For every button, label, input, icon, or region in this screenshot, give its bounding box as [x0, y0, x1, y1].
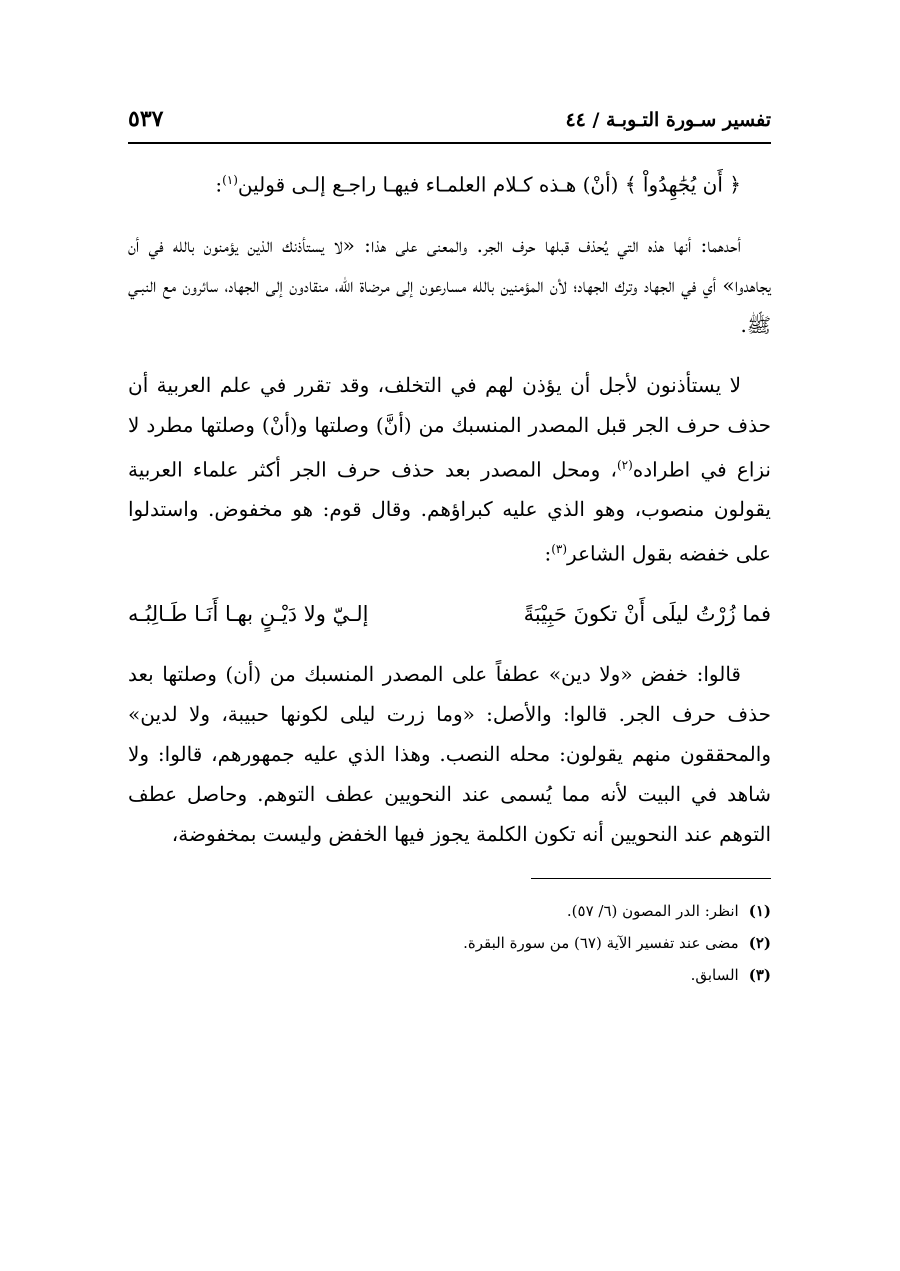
footnote-ref[interactable]: (١) — [222, 173, 238, 187]
quran-verse: ﴿ أَن يُجَٰهِدُواْ ﴾ — [624, 172, 741, 197]
paragraph-1: أحدهما: أنها هذه التي يُحذف قبلها حرف الجر. والمعنى على هذا: «لا يستأذنك الذين يؤمنون بالله في أن يجاهدوا» أي في الجهاد وترك الجهاد؛ لأن المؤمنين بالله مسارعون إلى مرضاة الله، منقادون إلى الجهاد، سائرون مع النبـي ﷺ. — [128, 232, 771, 337]
footnotes — [128, 895, 771, 991]
page — [128, 106, 771, 991]
page-number: ٥٣٧ — [128, 106, 164, 132]
para2-part1: لا يستأذنون لأجل أن يؤذن لهم في التخلف، وقد تقرر في علم العربية أن حذف حرف الجر قبل المصدر المنسبك من (أنَّ) وصلتها و(أنْ) وصلتها مطرد لا نزاع في اطراده — [128, 372, 771, 482]
intro-paragraph — [128, 160, 771, 205]
footnote-number: (٢) — [748, 933, 771, 952]
footnote-ref[interactable]: (٣) — [551, 542, 568, 557]
footnote-text: انظر: الدر المصون (٦/ ٥٧). — [566, 901, 739, 920]
footnote-number: (١) — [748, 901, 771, 920]
footnote-item — [128, 927, 771, 959]
footnote-item — [128, 895, 771, 927]
poem-hemistich-1: فما زُرْتُ ليلَى أَنْ تكونَ حَبِيْبَةً — [523, 601, 771, 626]
footnote-text: مضى عند تفسير الآية (٦٧) من سورة البقرة. — [463, 933, 739, 952]
footnote-number: (٣) — [748, 965, 771, 984]
para2-part2: ، ومحل المصدر بعد حذف حرف الجر أكثر علماء العربية يقولون منصوب، وهو الذي عليه كبراؤهم. وقال قوم: هو مخفوض. واستدلوا على خفضه بقول الشاعر — [128, 457, 771, 566]
poem-hemistich-2: إلـيّ ولا دَيْـنٍ بهـا أَنَـا طَـالِبُـه — [128, 601, 369, 626]
paragraph-2 — [128, 365, 771, 574]
paragraph-3: قالوا: خفض «ولا دين» عطفاً على المصدر المنسبك من (أن) وصلتها بعد حذف حرف الجر. قالوا: والأصل: «وما زرت ليلى لكونها حبيبة، ولا لدين» والمحققون منهم يقولون: محله النصب. وهذا الذي عليه جمهورهم، قالوا: ولا شاهد في البيت لأنه مما يُسمى عند النحويين عطف التوهم. وحاصل عطف التوهم عند النحويين أنه تكون الكلمة يجوز فيها الخفض وليست بمخفوضة، — [128, 661, 771, 846]
poem-verse — [128, 594, 771, 634]
running-header — [128, 106, 771, 144]
para2-end: : — [544, 541, 552, 566]
footnote-ref[interactable]: (٢) — [616, 457, 633, 472]
intro-end: : — [215, 172, 223, 197]
footnote-text: السابق. — [690, 965, 739, 984]
intro-text: (أنْ) هـذه كـلام العلمـاء فيهـا راجـع إلـى قولين — [237, 172, 625, 197]
header-title: تفسير سـورة التـوبـة / ٤٤ — [565, 109, 771, 131]
footnote-item — [128, 959, 771, 991]
footnote-divider — [531, 878, 771, 879]
